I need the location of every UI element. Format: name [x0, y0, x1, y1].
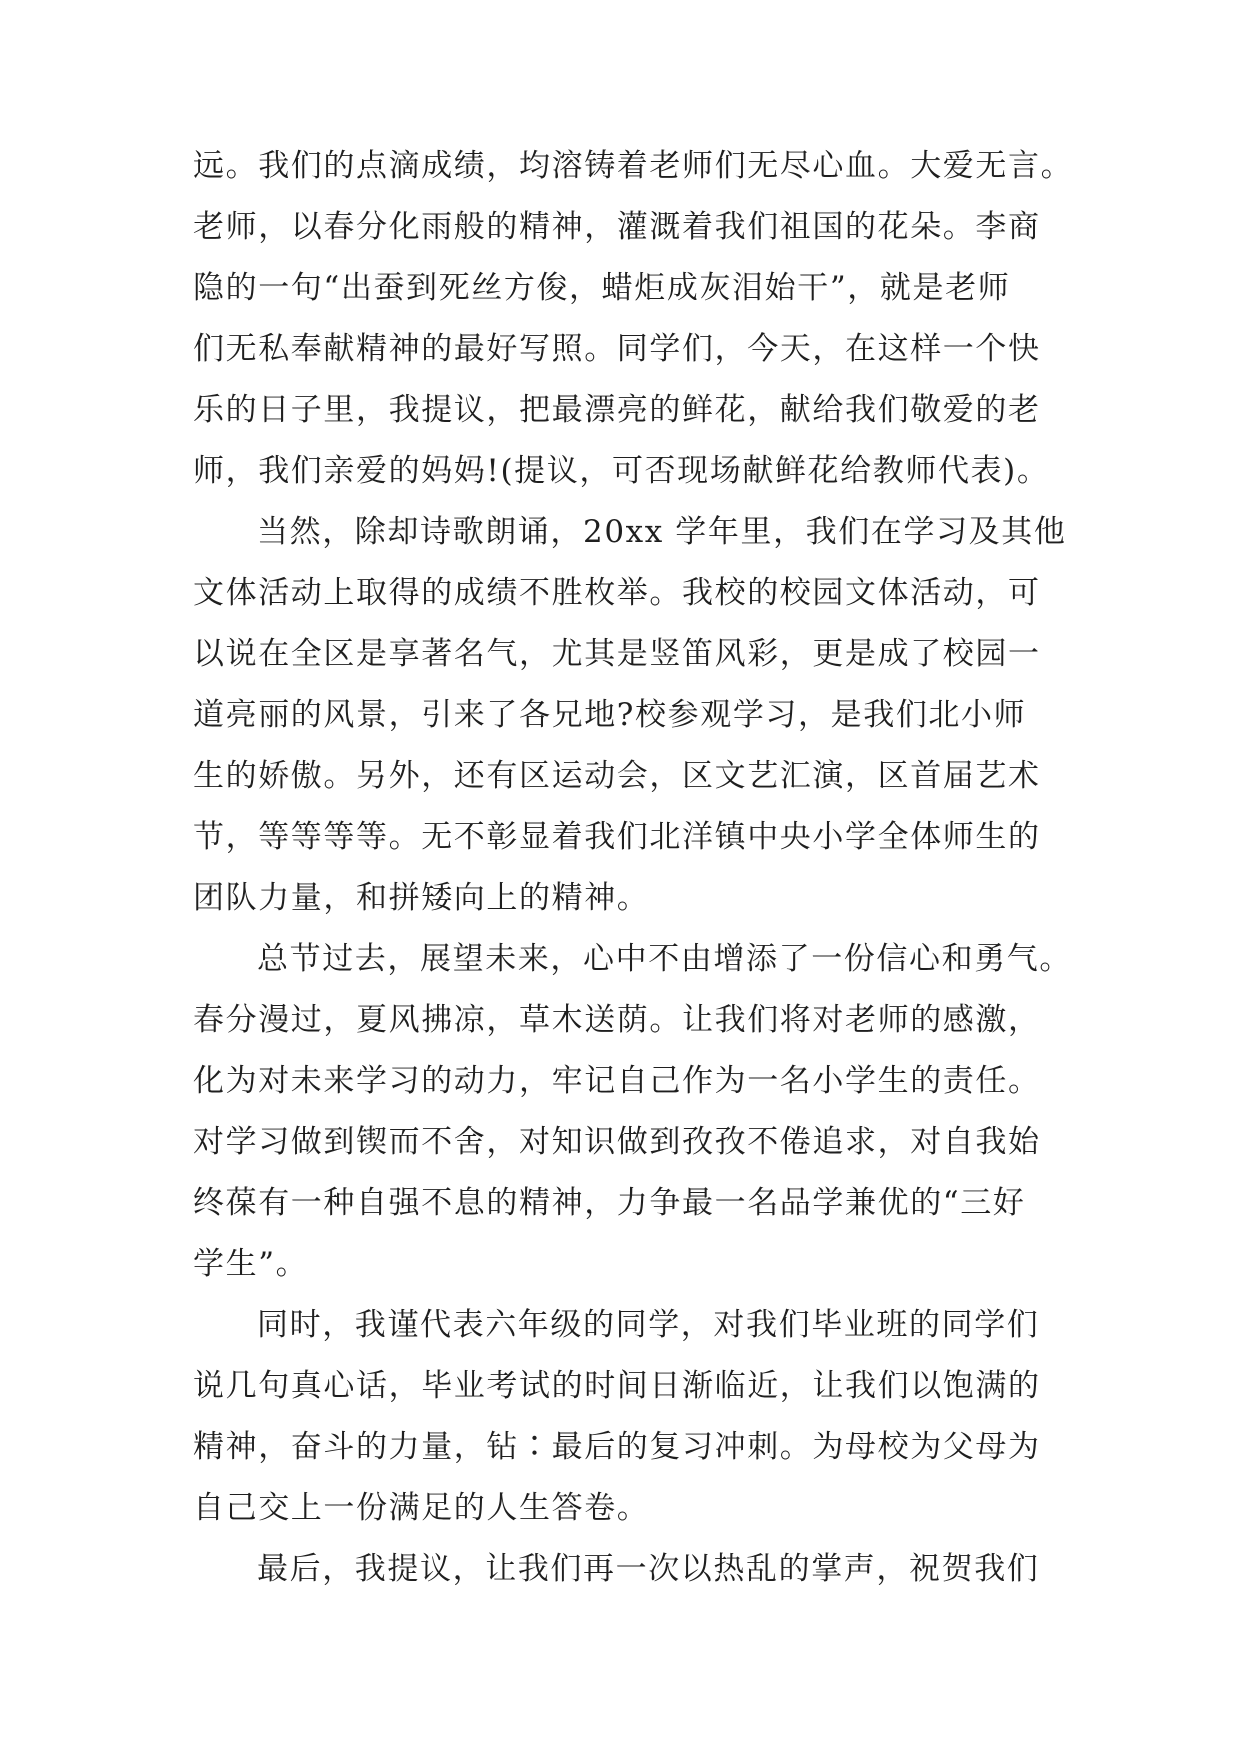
- text-line: 精神，奋斗的力量，钻∶最后的复习冲刺。为母校为父母为: [193, 1429, 1041, 1465]
- text-line: 对学习做到锲而不舍，对知识做到孜孜不倦追求，对自我始: [193, 1124, 1041, 1160]
- paragraph-start-line: 总节过去，展望未来，心中不由增添了一份信心和勇气。: [257, 941, 1072, 977]
- text-line: 自己交上一份满足的人生答卷。: [193, 1490, 650, 1526]
- text-line: 生的娇傲。另外，还有区运动会，区文艺汇演，区首届艺术: [193, 758, 1041, 794]
- text-line: 以说在全区是享著名气，尤其是竖笛风彩，更是成了校园一: [193, 636, 1041, 672]
- text-line: 乐的日子里，我提议，把最漂亮的鲜花，献给我们敬爱的老: [193, 392, 1041, 428]
- text-line: 道亮丽的风景，引来了各兄地?校参观学习，是我们北小师: [193, 697, 1027, 733]
- text-line: 学生”。: [193, 1246, 309, 1282]
- text-line: 师，我们亲爱的妈妈!(提议，可否现场献鲜花给教师代表)。: [193, 453, 1050, 489]
- paragraph-start-line: 同时，我谨代表六年级的同学，对我们毕业班的同学们: [257, 1307, 1040, 1343]
- text-line: 节，等等等等。无不彰显着我们北洋镇中央小学全体师生的: [193, 819, 1041, 855]
- paragraph-start-line: 最后，我提议，让我们再一次以热乱的掌声，祝贺我们: [257, 1551, 1040, 1587]
- text-line: 春分漫过，夏风拂凉，草木送荫。让我们将对老师的感激，: [193, 1002, 1041, 1038]
- text-line: 隐的一句“出蚕到死丝方俊，蜡炬成灰泪始干”，就是老师: [193, 270, 1011, 306]
- text-line: 远。我们的点滴成绩，均溶铸着老师们无尽心血。大爱无言。: [193, 148, 1074, 184]
- text-line: 文体活动上取得的成绩不胜枚举。我校的校园文体活动，可: [193, 575, 1041, 611]
- paragraph-start-line: 当然，除却诗歌朗诵，20xx 学年里，我们在学习及其他: [257, 514, 1067, 550]
- text-line: 团队力量，和拼矮向上的精神。: [193, 880, 650, 916]
- text-line: 终葆有一种自强不息的精神，力争最一名品学兼优的“三好: [193, 1185, 1026, 1221]
- text-line: 说几句真心话，毕业考试的时间日渐临近，让我们以饱满的: [193, 1368, 1041, 1404]
- text-line: 老师，以春分化雨般的精神，灌溉着我们祖国的花朵。李商: [193, 209, 1041, 245]
- text-line: 们无私奉献精神的最好写照。同学们，今天，在这样一个快: [193, 331, 1041, 367]
- document-body: [193, 136, 1074, 1600]
- text-line: 化为对未来学习的动力，牢记自己作为一名小学生的责任。: [193, 1063, 1041, 1099]
